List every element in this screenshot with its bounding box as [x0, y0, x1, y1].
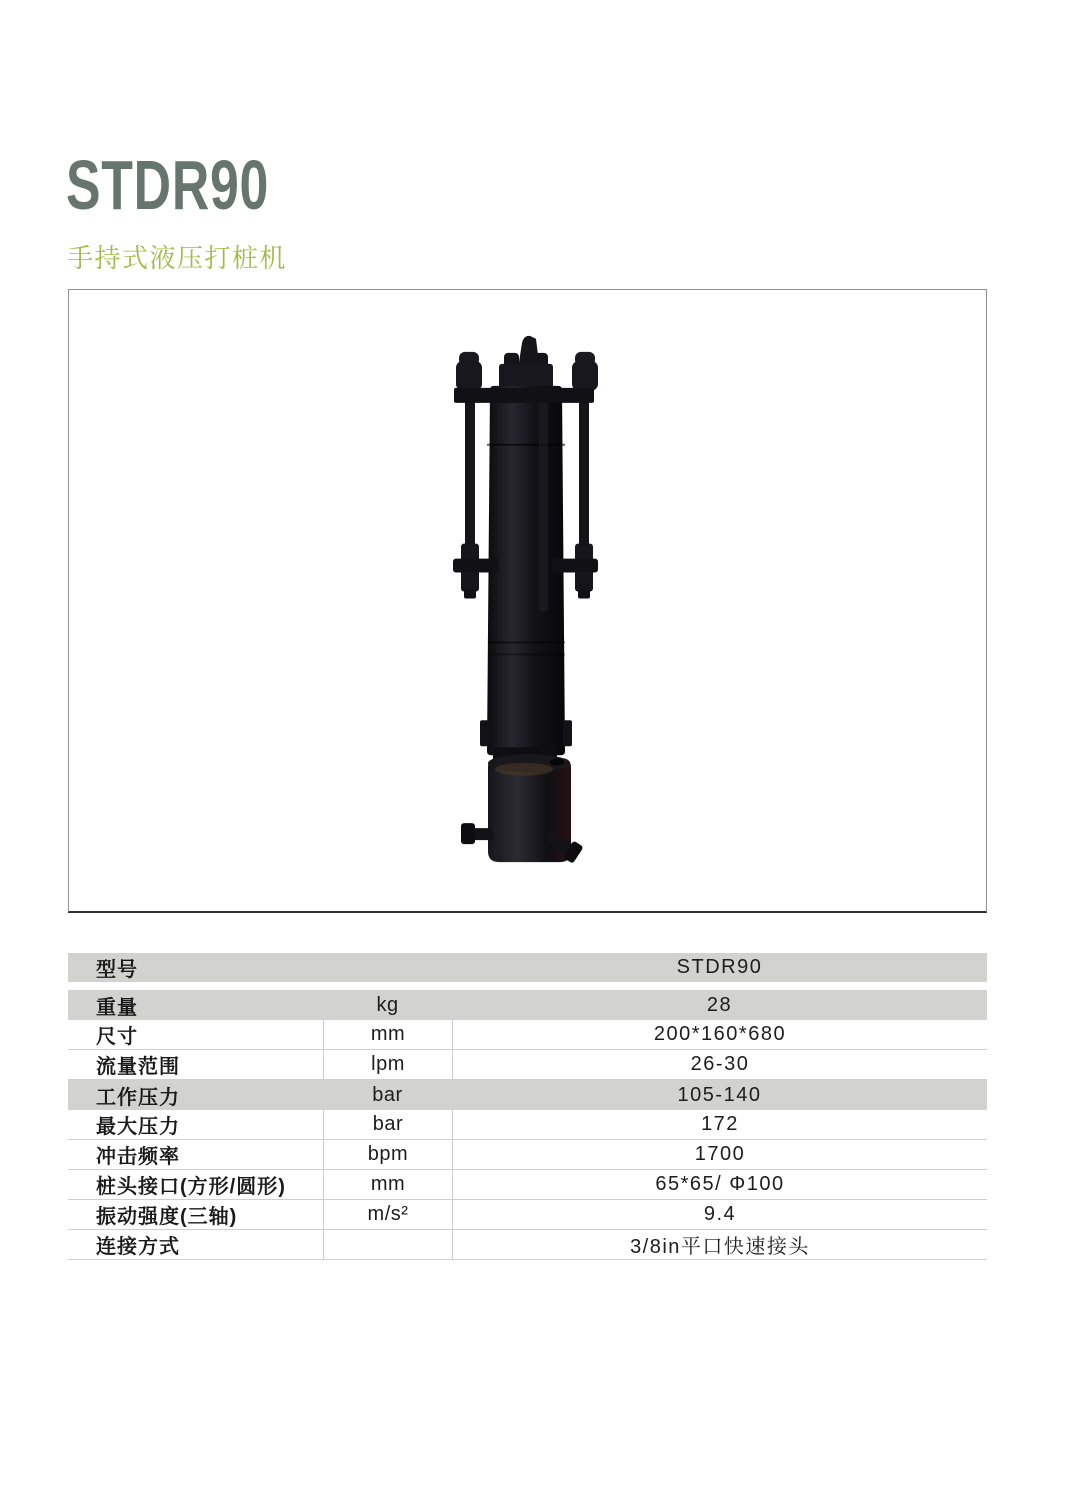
- spec-label: 最大压力: [96, 1116, 180, 1138]
- spec-unit: [323, 1230, 452, 1259]
- spec-label: 桩头接口(方形/圆形): [96, 1176, 286, 1198]
- spec-label: 振动强度(三轴): [96, 1206, 238, 1228]
- spec-value: STDR90: [676, 956, 763, 978]
- page-title: STDR90: [66, 146, 270, 224]
- spec-label: 流量范围: [96, 1056, 180, 1078]
- spec-table: [68, 953, 987, 1260]
- spec-label: 尺寸: [96, 1026, 138, 1048]
- spec-value: 26-30: [452, 1050, 987, 1079]
- spec-unit: [323, 953, 452, 982]
- spec-row-pile-interface: [68, 1170, 987, 1200]
- spec-label: 重量: [96, 996, 138, 1019]
- spec-unit: mm: [323, 1020, 452, 1049]
- product-image-frame: [68, 289, 987, 913]
- spec-row-working-pressure: [68, 1080, 987, 1110]
- spec-value: 3/8in平口快速接头: [452, 1230, 987, 1259]
- spec-row-connection: [68, 1230, 987, 1260]
- spec-value: 1700: [452, 1140, 987, 1169]
- spec-row-dimensions: [68, 1020, 987, 1050]
- spec-unit: bpm: [323, 1140, 452, 1169]
- spec-row-max-pressure: [68, 1110, 987, 1140]
- spec-label: 冲击频率: [96, 1146, 180, 1168]
- product-subtitle: 手持式液压打桩机: [67, 243, 288, 273]
- spec-unit: m/s²: [323, 1200, 452, 1229]
- spec-value: 200*160*680: [452, 1020, 987, 1049]
- spec-unit: kg: [376, 993, 399, 1016]
- spec-unit: mm: [323, 1170, 452, 1199]
- spec-row-weight: [68, 990, 987, 1020]
- pile-driver-photo: [69, 290, 986, 911]
- spec-value: 105-140: [677, 1083, 762, 1106]
- spec-unit: bar: [372, 1083, 403, 1106]
- spec-label: 连接方式: [96, 1236, 180, 1258]
- spec-row-flow-range: [68, 1050, 987, 1080]
- spec-label: 型号: [96, 959, 138, 981]
- spec-row-model: [68, 953, 987, 982]
- spec-unit: bar: [323, 1110, 452, 1139]
- spec-row-vibration: [68, 1200, 987, 1230]
- spec-value: 65*65/ Φ100: [452, 1170, 987, 1199]
- spec-value: 9.4: [452, 1200, 987, 1229]
- spec-row-impact-frequency: [68, 1140, 987, 1170]
- spec-unit: lpm: [323, 1050, 452, 1079]
- spec-value: 28: [706, 993, 733, 1016]
- spec-value: 172: [452, 1110, 987, 1139]
- spec-label: 工作压力: [96, 1086, 180, 1109]
